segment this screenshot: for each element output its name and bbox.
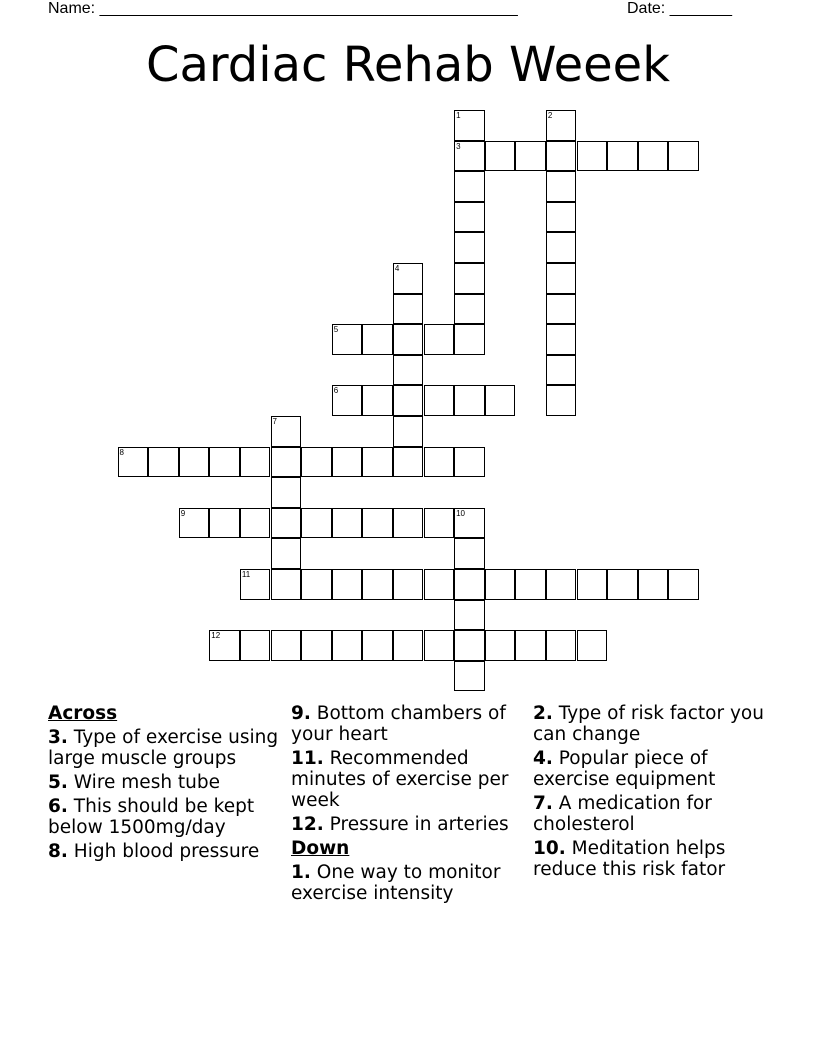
crossword-cell[interactable]: [454, 385, 485, 416]
clue-across-5: 5. Wire mesh tube: [48, 772, 221, 793]
crossword-cell[interactable]: [454, 263, 485, 294]
crossword-cell[interactable]: [393, 630, 424, 661]
clue-across-6: 6. This should be kept below 1500mg/day: [48, 796, 255, 838]
crossword-cell[interactable]: [515, 630, 546, 661]
crossword-cell[interactable]: [515, 141, 546, 172]
crossword-cell[interactable]: [332, 508, 363, 539]
crossword-cell[interactable]: [271, 630, 302, 661]
crossword-cell[interactable]: [362, 385, 393, 416]
crossword-cell[interactable]: [362, 324, 393, 355]
crossword-cell[interactable]: [393, 447, 424, 478]
crossword-cell[interactable]: [362, 508, 393, 539]
clue-down-4: 4. Popular piece of exercise equipment: [533, 748, 716, 790]
crossword-cell[interactable]: [271, 447, 302, 478]
clue-number: 10: [456, 508, 465, 518]
crossword-cell[interactable]: [546, 385, 577, 416]
crossword-cell[interactable]: [393, 355, 424, 386]
crossword-cell[interactable]: [607, 569, 638, 600]
crossword-cell[interactable]: [546, 569, 577, 600]
crossword-cell[interactable]: [271, 538, 302, 569]
crossword-cell[interactable]: [546, 232, 577, 263]
clue-across-12: 12. Pressure in arteries: [291, 814, 509, 835]
crossword-cell[interactable]: [148, 447, 179, 478]
crossword-cell[interactable]: [362, 447, 393, 478]
clue-column-2: [291, 703, 527, 907]
clue-number: 4: [394, 264, 400, 273]
name-line[interactable]: Name: _______________________________________________: [48, 0, 518, 17]
crossword-cell[interactable]: [546, 355, 577, 386]
crossword-cell[interactable]: [485, 141, 516, 172]
crossword-cell[interactable]: [209, 508, 240, 539]
crossword-cell[interactable]: [668, 569, 699, 600]
across-heading: Across: [48, 703, 118, 724]
crossword-cell[interactable]: [240, 508, 271, 539]
crossword-cell[interactable]: [577, 141, 608, 172]
crossword-cell[interactable]: [454, 661, 485, 692]
crossword-cell[interactable]: [515, 569, 546, 600]
clue-down-10: 10. Meditation helps reduce this risk fator: [533, 838, 726, 880]
crossword-cell[interactable]: [454, 141, 485, 172]
crossword-cell[interactable]: [424, 569, 455, 600]
crossword-cell[interactable]: [454, 508, 485, 539]
date-line[interactable]: Date: _______: [627, 0, 732, 17]
crossword-cell[interactable]: [362, 630, 393, 661]
crossword-cell[interactable]: [118, 447, 149, 478]
crossword-cell[interactable]: [546, 294, 577, 325]
crossword-cell[interactable]: [454, 202, 485, 233]
clue-number: 11: [241, 570, 251, 579]
crossword-cell[interactable]: [424, 508, 455, 539]
crossword-cell[interactable]: [485, 569, 516, 600]
clue-number: 6: [333, 386, 339, 396]
crossword-cell[interactable]: [454, 447, 485, 478]
crossword-cell[interactable]: [393, 416, 424, 447]
crossword-cell[interactable]: [638, 141, 669, 172]
crossword-cell[interactable]: [485, 630, 516, 661]
crossword-cell[interactable]: [454, 171, 485, 202]
crossword-cell[interactable]: [454, 232, 485, 263]
crossword-cell[interactable]: [454, 600, 485, 631]
clue-number: 9: [180, 508, 186, 518]
crossword-cell[interactable]: [271, 477, 302, 508]
clue-across-9: 9. Bottom chambers of your heart: [291, 703, 506, 745]
clue-down-1: 1. One way to monitor exercise intensity: [291, 862, 501, 904]
crossword-cell[interactable]: [271, 416, 302, 447]
clue-number: 12: [211, 631, 221, 641]
down-heading: Down: [291, 838, 350, 859]
crossword-cell[interactable]: [424, 324, 455, 355]
crossword-cell[interactable]: [393, 294, 424, 325]
crossword-cell[interactable]: [240, 630, 271, 661]
crossword-cell[interactable]: [607, 141, 638, 172]
crossword-cell[interactable]: [240, 569, 271, 600]
crossword-cell[interactable]: [454, 538, 485, 569]
crossword-cell[interactable]: [240, 447, 271, 478]
crossword-cell[interactable]: [209, 447, 240, 478]
crossword-cell[interactable]: [393, 569, 424, 600]
page-title: Cardiac Rehab Weeek: [145, 37, 670, 93]
crossword-cell[interactable]: [332, 324, 363, 355]
crossword-cell[interactable]: [301, 447, 332, 478]
crossword-cell[interactable]: [301, 569, 332, 600]
crossword-cell[interactable]: [546, 110, 577, 141]
clue-number: 1: [456, 111, 461, 120]
crossword-cell[interactable]: [454, 294, 485, 325]
crossword-cell[interactable]: [179, 508, 210, 539]
clue-number: 5: [333, 325, 339, 335]
crossword-cell[interactable]: [546, 171, 577, 202]
crossword-cell[interactable]: [546, 202, 577, 233]
crossword-cell[interactable]: [393, 263, 424, 294]
clue-column-1: [48, 703, 284, 865]
crossword-cell[interactable]: [454, 110, 485, 141]
clue-down-2: 2. Type of risk factor you can change: [533, 703, 764, 745]
clue-down-7: 7. A medication for cholesterol: [533, 793, 712, 835]
clue-across-11: 11. Recommended minutes of exercise per week: [291, 748, 509, 811]
crossword-cell[interactable]: [454, 569, 485, 600]
clue-number: 2: [547, 111, 553, 120]
crossword-cell[interactable]: [332, 447, 363, 478]
clue-across-8: 8. High blood pressure: [48, 841, 260, 862]
crossword-cell[interactable]: [393, 508, 424, 539]
crossword-cell[interactable]: [577, 569, 608, 600]
crossword-cell[interactable]: [332, 385, 363, 416]
crossword-cell[interactable]: [362, 569, 393, 600]
crossword-cell[interactable]: [546, 630, 577, 661]
crossword-cell[interactable]: [424, 630, 455, 661]
crossword-cell[interactable]: [301, 508, 332, 539]
crossword-cell[interactable]: [454, 324, 485, 355]
clue-across-3: 3. Type of exercise using large muscle groups: [48, 727, 279, 769]
crossword-cell[interactable]: [209, 630, 240, 661]
clue-number: 8: [119, 447, 124, 457]
crossword-cell[interactable]: [301, 630, 332, 661]
crossword-cell[interactable]: [393, 385, 424, 416]
clue-number: 7: [272, 417, 277, 426]
crossword-cell[interactable]: [393, 324, 424, 355]
crossword-cell[interactable]: [485, 385, 516, 416]
crossword-cell[interactable]: [546, 324, 577, 355]
crossword-cell[interactable]: [577, 630, 608, 661]
crossword-cell[interactable]: [424, 447, 455, 478]
crossword-cell[interactable]: [179, 447, 210, 478]
crossword-cell[interactable]: [638, 569, 669, 600]
crossword-cell[interactable]: [454, 630, 485, 661]
crossword-cell[interactable]: [332, 569, 363, 600]
clue-number: 3: [456, 141, 461, 151]
crossword-cell[interactable]: [546, 263, 577, 294]
crossword-cell[interactable]: [668, 141, 699, 172]
crossword-cell[interactable]: [332, 630, 363, 661]
crossword-cell[interactable]: [546, 141, 577, 172]
crossword-cell[interactable]: [424, 385, 455, 416]
crossword-cell[interactable]: [271, 508, 302, 539]
clue-column-3: [533, 703, 769, 883]
crossword-cell[interactable]: [271, 569, 302, 600]
